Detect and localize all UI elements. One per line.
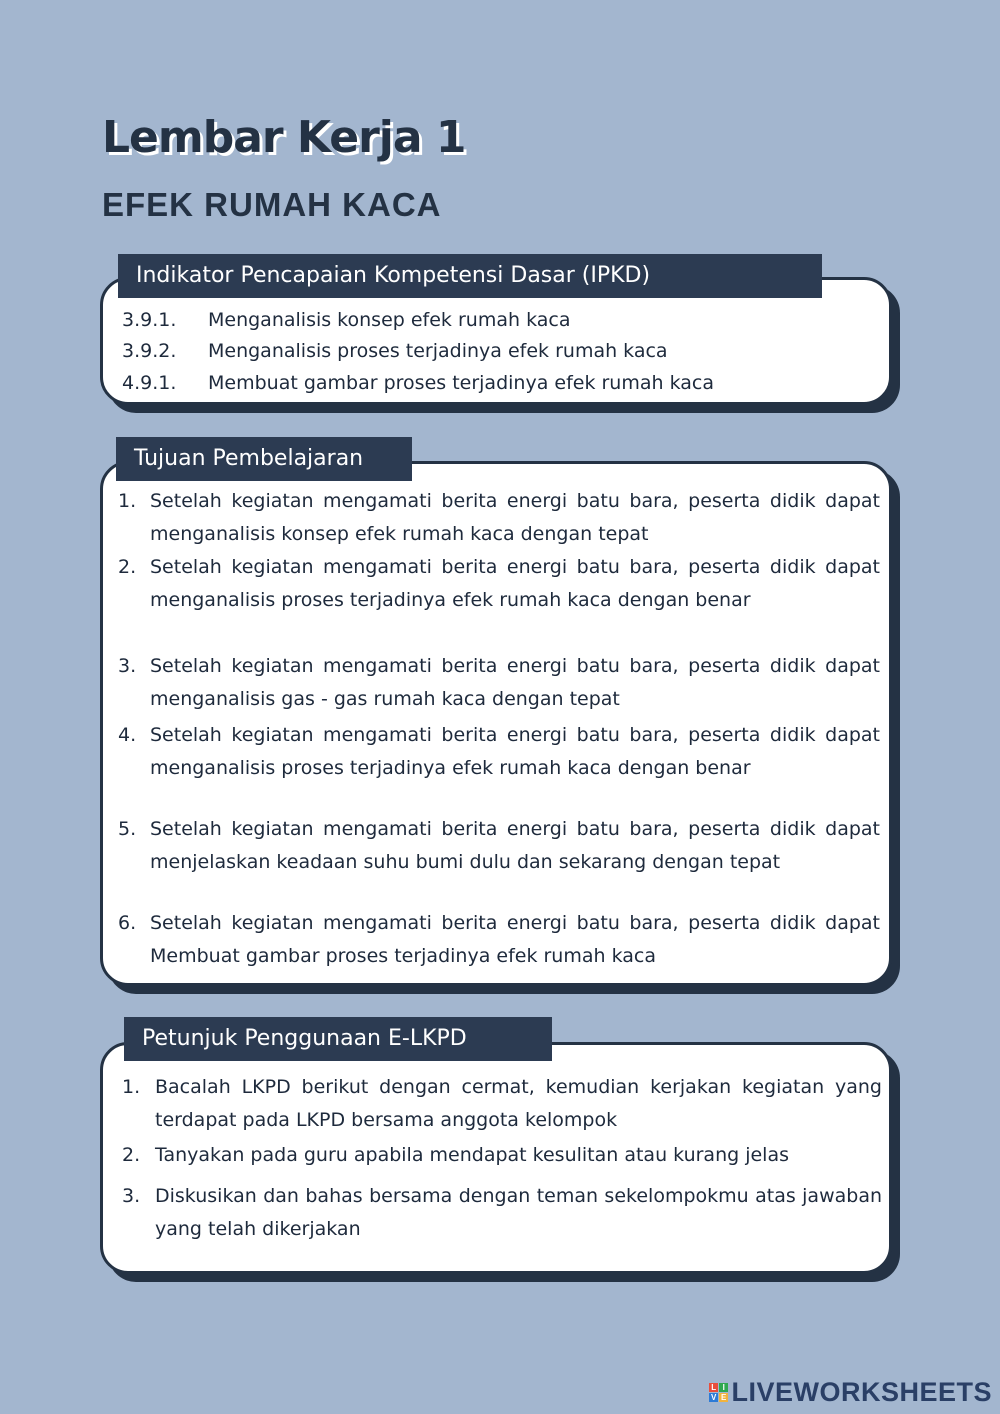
liveworksheets-watermark[interactable] — [709, 1377, 992, 1408]
ipkd-item-text: Menganalisis proses terjadinya efek rumah kaca — [208, 340, 668, 362]
petunjuk-item-number: 2. — [122, 1144, 141, 1166]
watermark-text: LIVEWORKSHEETS — [731, 1377, 992, 1407]
ipkd-item-number: 3.9.2. — [122, 340, 177, 362]
petunjuk-item — [122, 1180, 882, 1246]
page-subtitle: EFEK RUMAH KACA — [102, 186, 442, 223]
tujuan-item-number: 3. — [118, 655, 137, 677]
tujuan-item-text: Setelah kegiatan mengamati berita energi batu bara, peserta didik dapat menganalisis proses terjadinya efek rumah kaca dengan benar — [150, 724, 880, 779]
petunjuk-item — [122, 1139, 882, 1172]
logo-letter-v: V — [711, 1393, 717, 1402]
tujuan-item-number: 2. — [118, 556, 137, 578]
tujuan-item-number: 5. — [118, 818, 137, 840]
tujuan-item — [118, 907, 880, 973]
tujuan-item — [118, 551, 880, 650]
petunjuk-heading: Petunjuk Penggunaan E-LKPD — [124, 1017, 552, 1061]
tujuan-item-text: Setelah kegiatan mengamati berita energi batu bara, peserta didik dapat Membuat gambar proses terjadinya efek rumah kaca — [150, 912, 880, 967]
ipkd-item-number: 3.9.1. — [122, 309, 177, 331]
logo-letter-e: E — [721, 1393, 727, 1402]
tujuan-item-text: Setelah kegiatan mengamati berita energi batu bara, peserta didik dapat menganalisis proses terjadinya efek rumah kaca dengan benar — [150, 556, 880, 611]
logo-letter-l: L — [711, 1383, 717, 1392]
tujuan-item-text: Setelah kegiatan mengamati berita energi batu bara, peserta didik dapat menganalisis gas - gas rumah kaca dengan tepat — [150, 655, 880, 710]
petunjuk-item-text: Diskusikan dan bahas bersama dengan teman sekelompokmu atas jawaban yang telah dikerjakan — [155, 1185, 882, 1240]
petunjuk-item-number: 3. — [122, 1185, 141, 1207]
page-title: Lembar Kerja 1 — [102, 112, 466, 163]
tujuan-item-number: 1. — [118, 490, 137, 512]
ipkd-item-text: Menganalisis konsep efek rumah kaca — [208, 309, 571, 331]
liveworksheets-logo-icon — [709, 1383, 728, 1402]
petunjuk-item-number: 1. — [122, 1076, 141, 1098]
tujuan-item-text: Setelah kegiatan mengamati berita energi batu bara, peserta didik dapat menganalisis konsep efek rumah kaca dengan tepat — [150, 490, 880, 545]
tujuan-item — [118, 650, 880, 716]
ipkd-item-number: 4.9.1. — [122, 372, 177, 394]
tujuan-item-number: 4. — [118, 724, 137, 746]
ipkd-item-text: Membuat gambar proses terjadinya efek rumah kaca — [208, 372, 714, 394]
tujuan-item — [118, 719, 880, 818]
tujuan-item — [118, 813, 880, 912]
petunjuk-item-text: Bacalah LKPD berikut dengan cermat, kemudian kerjakan kegiatan yang terdapat pada LKPD bersama anggota kelompok — [155, 1076, 882, 1131]
tujuan-item-text: Setelah kegiatan mengamati berita energi batu bara, peserta didik dapat menjelaskan keadaan suhu bumi dulu dan sekarang dengan tepat — [150, 818, 880, 873]
tujuan-item-number: 6. — [118, 912, 137, 934]
petunjuk-item-text: Tanyakan pada guru apabila mendapat kesulitan atau kurang jelas — [155, 1144, 790, 1166]
petunjuk-item — [122, 1071, 882, 1137]
logo-letter-i: I — [719, 1383, 728, 1392]
tujuan-item — [118, 485, 880, 551]
ipkd-heading: Indikator Pencapaian Kompetensi Dasar (IPKD) — [118, 254, 822, 298]
tujuan-heading: Tujuan Pembelajaran — [116, 437, 412, 481]
